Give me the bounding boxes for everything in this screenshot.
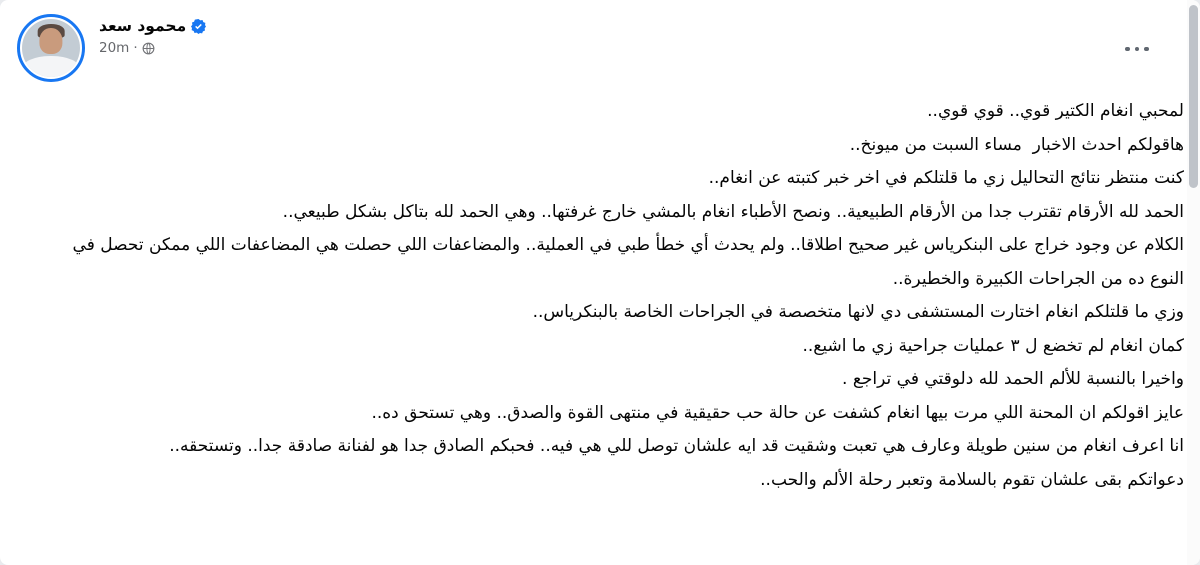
author-name-row (99, 17, 206, 35)
avatar-shirt-shape (22, 56, 80, 77)
post-text-line: دعواتكم بقى علشان تقوم بالسلامة وتعبر رحلة الألم والحب.. (760, 469, 1184, 490)
author-name[interactable]: محمود سعد (99, 17, 187, 35)
avatar[interactable] (17, 14, 85, 82)
post-meta-row (99, 40, 206, 56)
post-text-line: عايز اقولكم ان المحنة اللي مرت بيها انغام كشفت عن حالة حب حقيقية في منتهى القوة والصدق.. وهي تستحق ده.. (371, 402, 1184, 423)
post-text-line: انا اعرف انغام من سنين طويلة وعارف هي تعبت وشقيت قد ايه علشان توصل للي هي فيه.. فحبكم الصادق جدا هو لفنانة صادقة جدا.. وتستحقه.. (169, 436, 1184, 456)
post-text-line: كمان انغام لم تخضع ل ٣ عمليات جراحية زي ما اشيع.. (802, 335, 1184, 356)
post-text (54, 95, 1184, 497)
avatar-face-shape (39, 28, 62, 54)
post-text-line: الكلام عن وجود خراج على البنكرياس غير صحيح اطلاقا.. ولم يحدث أي خطأ طبي في العملية.. والمضاعفات اللي حصلت هي المضاعفات اللي ممكن تحصل في النوع ده من الجراحات الكبيرة والخطيرة.. (67, 235, 1184, 289)
post-text-line: لمحبي انغام الكتير قوي.. قوي قوي.. (927, 101, 1184, 121)
globe-icon (142, 42, 155, 55)
post-text-line: كنت منتظر نتائج التحاليل زي ما قلتلكم في اخر خبر كتبته عن انغام.. (708, 168, 1184, 188)
post-header (17, 14, 1160, 82)
post-text-line: وزي ما قلتلكم انغام اختارت المستشفى دي لانها متخصصة في الجراحات الخاصة بالبنكرياس.. (532, 302, 1184, 322)
post-menu-button[interactable] (1114, 34, 1160, 64)
post-text-line: هاقولكم احدث الاخبار مساء السبت من ميونخ.. (849, 134, 1184, 155)
header-info (99, 14, 206, 56)
post-text-line: الحمد لله الأرقام تقترب جدا من الأرقام الطبيعية.. ونصح الأطباء انغام بالمشي خارج غرفتها.. وهي الحمد لله بتاكل بشكل طبيعي.. (282, 201, 1184, 222)
timestamp[interactable]: 20m (99, 40, 130, 56)
scrollbar[interactable] (1187, 0, 1200, 565)
scrollbar-thumb[interactable] (1189, 5, 1198, 188)
post-text-line: واخيرا بالنسبة للألم الحمد لله دلوقتي في تراجع . (842, 369, 1184, 389)
meta-separator: · (133, 40, 138, 56)
profile-photo (22, 19, 80, 77)
ellipsis-icon (1125, 47, 1149, 52)
verified-badge-icon (191, 19, 206, 34)
